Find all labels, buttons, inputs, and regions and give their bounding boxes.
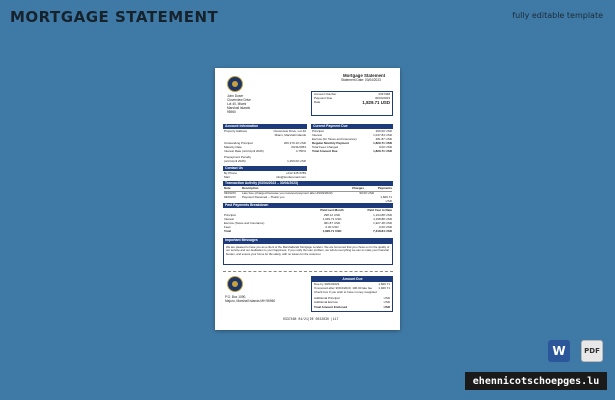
messages-box: We are pleased to have you as a client of the Marshallands Mortgage Lenders. We are honoured that you chose us for the quality of our service and our dedication to your happiness. If you notify the loan problem, we will do everything we can to make your financial burden, and ensure your home for life safely, with no issues for the customer. — [223, 243, 393, 265]
contact-header: Contact Us — [223, 166, 307, 171]
table-row: Fees 0.00 USD 0.00 USD — [224, 225, 392, 229]
transactions-header: Transaction Activity (03/04/2023 – 30/04/2023) — [223, 181, 393, 186]
statement-date: Statement Date: 03/04/2023 — [341, 78, 381, 82]
borrower-address: John Doser Cloverview Drive Lot 40, Miami Marshall Islands 96960 — [227, 94, 251, 114]
footer-logo-icon — [227, 276, 243, 292]
statement-title: Mortgage Statement — [343, 73, 386, 78]
pdf-icon[interactable]: PDF — [581, 340, 603, 362]
banner-title: MORTGAGE STATEMENT — [10, 8, 219, 26]
past-payments-header: Past Payments Breakdown — [223, 203, 393, 208]
lender-logo-icon — [227, 76, 243, 92]
amount-due-box: Amount Due Due by 30/04/2023 1,829.71 If received after 30/04/2023, 100.00 late fee 1,929.71 Check box if you wish to have money reapplied Additional Principal USD Additional Escrow USD Total Amount Enclosed USD — [311, 276, 393, 312]
banner-subtitle: fully editable template — [512, 11, 603, 20]
messages-header: Important Messages — [223, 238, 393, 243]
statement-page: Mortgage Statement Statement Date: 03/04/2023 John Doser Cloverview Drive Lot 40, Miami Marshall Islands 96960 Account Number 2337468 Payment Due 30/04/2023 Date 1,829.71 USD Account Information Property Address Cloverview Drive, Lot 40 Miami, Marshall Islands Outstanding Principal 260,370.10 USD Maturity Date 04/11/2053 Interest Rate (until April 2026) 4.750% Prepayment Penalty (until April 2026) 1,250.00 USD Current Payment Due Principal 300.00 USD Interest 1,047.84 USD Escrow (for Taxes and Insurance) 481.87 USD Regular Monthly Payment 1,829.71 USD Total Fees Charged 0.00 USD Total Amount Due 1,829.71 USD Contact Us By Phone +012 345 6789 Mail info@lenderemail.com Transaction Activity (03/04/2023 – 30/04/2023) Date Description Charges Payments 03/04/23 Late Fee (charged because you received payment after 29/04/2023) 90.00 USD 03/04/23 Payment Received – Thank you 1,829.71 USD Past Payments Breakdown Paid Last Month Paid Year to Date Principal 298.12 USD 1,194.88 USD Interest 1,049.72 USD 4,198.88 USD Escrow (Taxes and Insurance) 481.87 USD 1,927.48 USD Fees 0.00 USD 0.00 USD Total 1,829.71 USD 7,318.84 USD Important Messages We are pleased to have you as a client of the Marshallands Mortgage Lenders. We are honoured that you chose us for the quality of our service and our dedication to your happiness. If you notify the loan problem, we will do everything we can to make your financial burden, and ensure your home for life safely, with no issues for the customer. P.O. Box 1090, Majuro, Marshall Islands MH 96960 Amount Due Due by 30/04/2023 1,829.71 If received after 30/04/2023, 100.00 late fee 1,929.71 Check box if you wish to have money reapplied Additional Principal USD Additional Escrow USD Total Amount Enclosed USD 0337468 04/21|DE 0022830 |117 — [215, 68, 400, 330]
site-label: ehennicotschoepges.lu — [465, 372, 607, 390]
current-due-header: Current Payment Due — [311, 124, 393, 129]
table-row: Total 1,829.71 USD 7,318.84 USD — [224, 229, 392, 233]
table-row: 03/04/23 Payment Received – Thank you 1,829.71 USD — [224, 195, 392, 203]
table-row: Principal 298.12 USD 1,194.88 USD — [224, 213, 392, 217]
footer-code: 0337468 04/21|DE 0022830 |117 — [283, 317, 339, 321]
table-row: Escrow (Taxes and Insurance) 481.87 USD 1,927.48 USD — [224, 221, 392, 225]
table-row: 03/04/23 Late Fee (charged because you received payment after 29/04/2023) 90.00 USD — [224, 191, 374, 195]
table-row: Interest 1,049.72 USD 4,198.88 USD — [224, 217, 392, 221]
footer-address: P.O. Box 1090, Majuro, Marshall Islands MH 96960 — [225, 295, 276, 303]
word-icon[interactable]: W — [548, 340, 570, 362]
summary-box: Account Number 2337468 Payment Due 30/04/2023 Date 1,829.71 USD — [311, 91, 393, 116]
account-info-header: Account Information — [223, 124, 307, 129]
